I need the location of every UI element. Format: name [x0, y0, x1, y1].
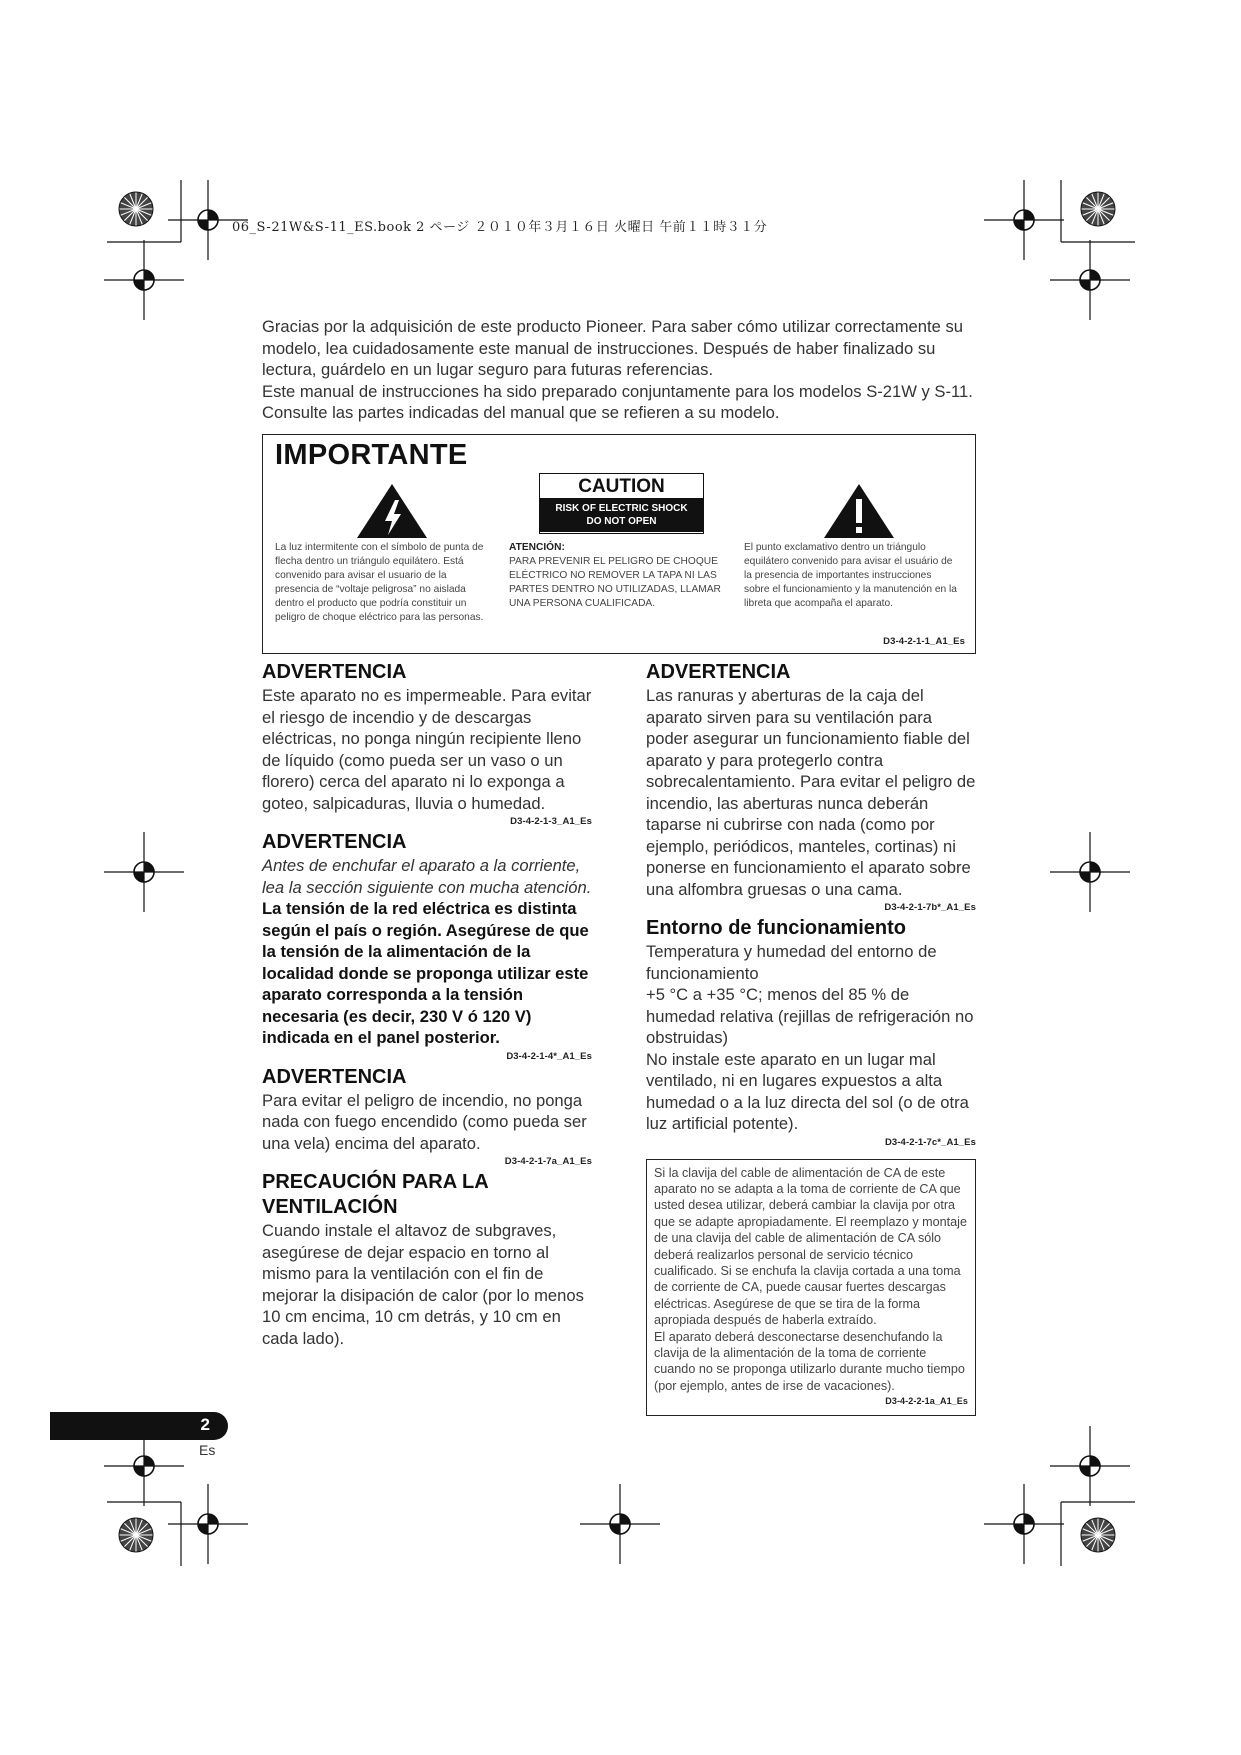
importante-title: IMPORTANTE	[275, 439, 468, 471]
advertencia-3-code: D3-4-2-1-7a_A1_Es	[504, 1156, 592, 1167]
importante-code: D3-4-2-1-1_A1_Es	[883, 636, 965, 647]
advertencia-2-code: D3-4-2-1-4*_A1_Es	[506, 1050, 592, 1062]
intro-paragraph-2: Este manual de instrucciones ha sido preparado conjuntamente para los modelos S-21W y S-11. Consulte las partes indicadas del manual que se refieren a su modelo.	[262, 381, 973, 422]
reg-mark-bottom-center	[580, 1484, 660, 1564]
reg-mark-middle-right	[1050, 832, 1130, 912]
advertencia-1-code: D3-4-2-1-3_A1_Es	[510, 816, 592, 827]
advertencia-1-title: ADVERTENCIA	[262, 661, 407, 683]
atencion-explanation	[509, 541, 724, 611]
print-file-header: 06_S-21W&S-11_ES.book 2 ページ ２０１０年３月１６日 火曜日 午前１１時３１分	[232, 220, 768, 235]
atencion-heading: ATENCIÓN:	[509, 542, 565, 553]
advertencia-3-title: ADVERTENCIA	[262, 1065, 407, 1088]
reg-mark-upper-left	[104, 240, 184, 320]
entorno-paragraph-3: No instale este aparato en un lugar mal ventilado, ni en lugares expuestos a alta humedad o a la luz directa del sol (o de otra luz artificial potente).	[646, 1049, 969, 1133]
reg-mark-bottom-left	[168, 1484, 248, 1564]
caution-label	[539, 473, 704, 534]
reg-mark-upper-right	[1050, 240, 1130, 320]
plug-notice-paragraph-1: Si la clavija del cable de alimentación de CA de este aparato no se adapta a la toma de corriente de CA que usted desea utilizar, deberá cambiar la clavija por otra que se adapte apropiadamente. El reemplazo y montaje de una clavija del cable de alimentación de CA sólo deberá realizarlos personal de servicio técnico cualificado. Si se enchufa la clavija cortada a una toma de corriente de CA, puede causar fuertes descargas eléctricas. Asegúrese de que se tira de la forma apropiada después de haberla extraído.	[654, 1165, 967, 1328]
precaucion-text: Cuando instale el altavoz de subgraves, asegúrese de dejar espacio en torno al mismo para la ventilación con el fin de mejorar la disipación de calor (por lo menos 10 cm encima, 10 cm detrás, y 10 cm en cada lado).	[262, 1221, 584, 1348]
lightning-explanation	[275, 541, 490, 625]
star-target-bottom-right	[1081, 1518, 1115, 1552]
right-column	[646, 660, 976, 1416]
exclamation-explanation	[744, 541, 959, 611]
precaucion-title: PRECAUCIÓN PARA LA VENTILACIÓN	[262, 1171, 488, 1218]
lightning-warning-icon	[355, 482, 429, 540]
page-number-tab	[50, 1412, 228, 1440]
entorno-title: Entorno de funcionamiento	[646, 917, 906, 939]
page-number: 2	[200, 1415, 210, 1434]
reg-mark-bottom-right	[984, 1484, 1064, 1564]
importante-box	[262, 434, 976, 654]
advertencia-2-title: ADVERTENCIA	[262, 831, 407, 853]
language-code: Es	[199, 1442, 216, 1458]
exclamation-warning-icon	[822, 482, 896, 540]
plug-notice-code: D3-4-2-2-1a_A1_Es	[885, 1396, 968, 1407]
reg-mark-lower-right	[1050, 1426, 1130, 1506]
intro-paragraph-1: Gracias por la adquisición de este producto Pioneer. Para saber cómo utilizar correctamente su modelo, lea cuidadosamente este manual de instrucciones. Después de haber finalizado su lectura, guárdelo en un lugar seguro para futuras referencias.	[262, 317, 963, 379]
entorno-paragraph-2: +5 °C a +35 °C; menos del 85 % de humedad relativa (rejillas de refrigeración no obstruidas)	[646, 985, 974, 1047]
plug-notice-paragraph-2: El aparato deberá desconectarse desenchufando la clavija de la alimentación de la toma de corriente cuando no se proponga utilizarlo durante mucho tiempo (por ejemplo, antes de irse de vacaciones).	[654, 1329, 965, 1393]
reg-mark-top-right	[984, 180, 1064, 260]
advertencia-ventilacion-code: D3-4-2-1-7b*_A1_Es	[884, 902, 976, 913]
star-target-top-left	[119, 192, 153, 226]
star-target-bottom-left	[119, 1518, 153, 1552]
caution-subtext	[540, 498, 703, 532]
left-column	[262, 660, 592, 1349]
reg-mark-middle-left	[104, 832, 184, 912]
entorno-code: D3-4-2-1-7c*_A1_Es	[884, 1136, 976, 1148]
advertencia-ventilacion-text: Las ranuras y aberturas de la caja del aparato sirven para su ventilación para poder asegurar un funcionamiento fiable del aparato y para protegerlo contra sobrecalentamiento. Para evitar el peligro de incendio, las aberturas nunca deberán taparse ni cubrirse con nada (como por ejemplo, periódicos, manteles, cortinas) ni ponerse en funcionamiento el aparato sobre una alfombra gruesas o una cama.	[646, 686, 976, 899]
plug-notice-box	[646, 1159, 976, 1417]
advertencia-2-italic: Antes de enchufar el aparato a la corriente, lea la sección siguiente con mucha atención.	[262, 856, 592, 897]
caution-word: CAUTION	[578, 476, 665, 497]
advertencia-3-text: Para evitar el peligro de incendio, no ponga nada con fuego encendido (como pueda ser una vela) encima del aparato.	[262, 1090, 587, 1153]
caution-line-2: DO NOT OPEN	[586, 516, 657, 527]
caution-line-1: RISK OF ELECTRIC SHOCK	[555, 503, 688, 514]
star-target-top-right	[1081, 192, 1115, 226]
entorno-paragraph-1: Temperatura y humedad del entorno de funcionamiento	[646, 942, 937, 983]
exclamation-explanation-text: El punto exclamativo dentro un triángulo equilátero convenido para avisar el usuário de la presencia de importantes instrucciones sobre el funcionamiento y la manutención en la libreta que acompaña el aparato.	[744, 542, 957, 609]
intro-text	[262, 316, 978, 424]
advertencia-1-text: Este aparato no es impermeable. Para evitar el riesgo de incendio y de descargas eléctricas, no ponga ningún recipiente lleno de líquido (como pueda ser un vaso o un florero) cerca del aparato ni lo exponga a goteo, salpicaduras, lluvia o humedad.	[262, 686, 592, 813]
advertencia-ventilacion-title: ADVERTENCIA	[646, 661, 791, 683]
lightning-explanation-text: La luz intermitente con el símbolo de punta de flecha dentro un triángulo equilátero. Está convenido para avisar el usuario de la presencia de “voltaje peligrosa” no aislada dentro el producto que podría constituir un peligro de choque eléctrico para las personas.	[275, 542, 484, 623]
atencion-text: PARA PREVENIR EL PELIGRO DE CHOQUE ELÉCTRICO NO REMOVER LA TAPA NI LAS PARTES DENTRO NO UTILIZADAS, LLAMAR UNA PERSONA CUALIFICADA.	[509, 556, 721, 609]
advertencia-2-bold: La tensión de la red eléctrica es distinta según el país o región. Asegúrese de que la tensión de la alimentación de la localidad donde se proponga utilizar este aparato corresponda a la tensión necesaria (es decir, 230 V ó 120 V) indicada en el panel posterior.	[262, 899, 589, 1047]
